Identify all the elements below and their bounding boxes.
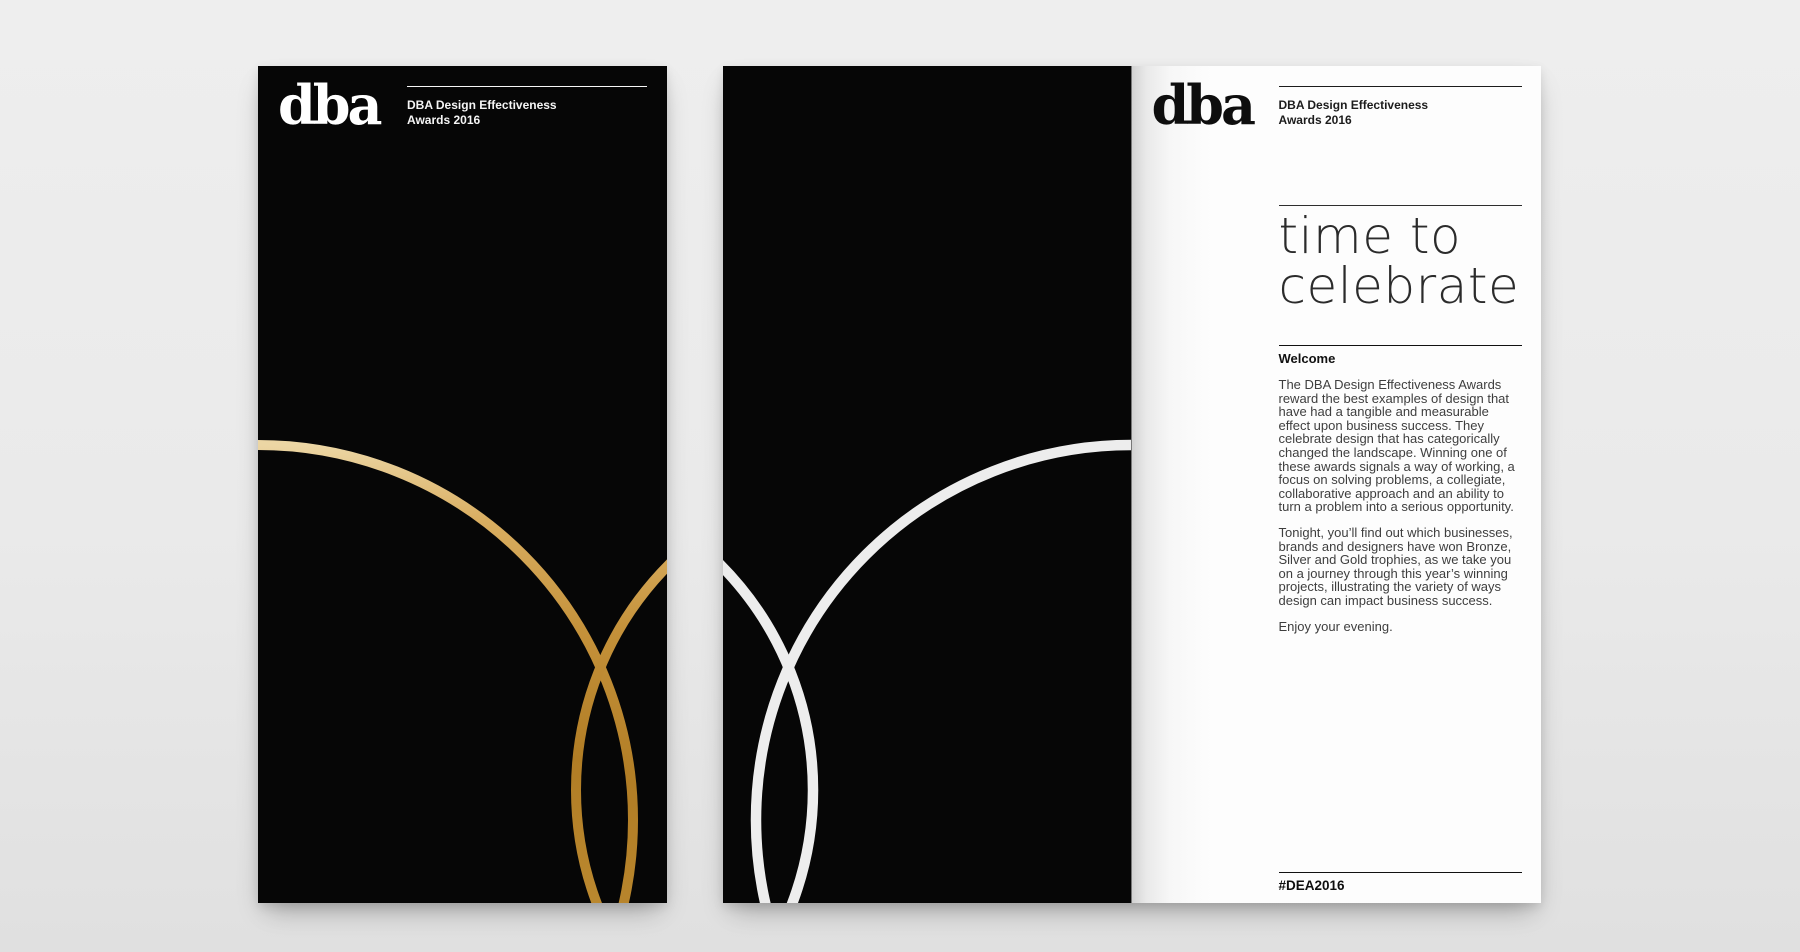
masthead-line1: DBA Design Effectiveness xyxy=(1278,98,1429,112)
spread-right-page xyxy=(1131,66,1542,903)
inside-spread-card xyxy=(723,66,1541,903)
headline-line1: time to xyxy=(1278,207,1462,265)
white-ring-small xyxy=(723,470,813,903)
spread-masthead xyxy=(1279,86,1522,127)
front-cover-card xyxy=(258,66,667,903)
welcome-title: Welcome xyxy=(1278,351,1336,366)
white-rings-artwork xyxy=(723,66,1131,903)
welcome-section xyxy=(1279,345,1522,633)
headline-section xyxy=(1278,205,1522,315)
welcome-paragraph: The DBA Design Effectiveness Awards reward the best examples of design that have had a tangible and measurable effect upon business success. They celebrate design that has categorically changed the landscape. Winning one of these awards signals a way of working, a focus on solving problems, a collegiate, collaborative approach and an ability to turn a problem into a serious opportunity. xyxy=(1278,377,1515,515)
front-cover-surface xyxy=(258,66,667,903)
hashtag-section xyxy=(1279,872,1522,893)
hashtag-label: #DEA2016 xyxy=(1278,878,1345,893)
dba-logo: dba xyxy=(1151,73,1254,137)
masthead-line2: Awards 2016 xyxy=(407,112,481,127)
spread-left-page xyxy=(723,66,1131,903)
headline-rule xyxy=(1279,205,1522,206)
cover-masthead xyxy=(407,86,647,127)
welcome-paragraph: Tonight, you’ll find out which businesses, brands and designers have won Bronze, Silver and Gold trophies, as we take you on a journey through this year’s winning projects, illustrating the variety of ways design can impact business success. xyxy=(1278,524,1513,608)
headline-line2: celebrate xyxy=(1278,257,1520,315)
gold-rings-artwork xyxy=(258,66,667,903)
masthead-line1: DBA Design Effectiveness xyxy=(407,98,557,112)
dba-logo: dba xyxy=(278,73,380,137)
headline xyxy=(1278,207,1522,315)
gold-ring-small xyxy=(576,470,667,903)
masthead-line2: Awards 2016 xyxy=(1278,112,1352,127)
welcome-paragraph: Enjoy your evening. xyxy=(1278,618,1393,634)
